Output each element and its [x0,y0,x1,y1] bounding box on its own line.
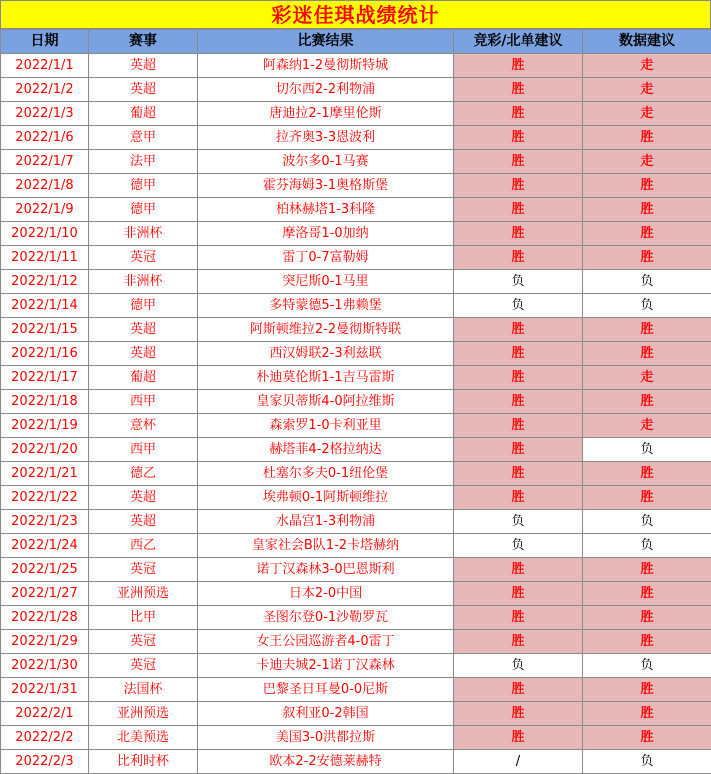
result-cell: 西汉姆联2-3利兹联 [198,342,454,366]
league-cell: 英超 [89,54,198,78]
date-cell: 2022/1/7 [1,150,89,174]
result-cell: 摩洛哥1-0加纳 [198,222,454,246]
table-row [1,246,711,270]
header-row [1,30,711,54]
data-advice-cell: 胜 [583,582,711,606]
table-row [1,318,711,342]
lottery-advice-cell: 胜 [454,174,583,198]
league-cell: 比利时杯 [89,750,198,774]
table-row [1,606,711,630]
lottery-advice-cell: 胜 [454,390,583,414]
result-cell: 皇家贝蒂斯4-0阿拉维斯 [198,390,454,414]
data-advice-cell: 胜 [583,630,711,654]
date-cell: 2022/1/25 [1,558,89,582]
table-row [1,294,711,318]
league-cell: 德甲 [89,294,198,318]
result-cell: 圣图尔登0-1沙勒罗瓦 [198,606,454,630]
date-cell: 2022/1/2 [1,78,89,102]
lottery-advice-cell: 胜 [454,630,583,654]
column-header-lottery-advice: 竞彩/北单建议 [454,30,583,54]
date-cell: 2022/1/9 [1,198,89,222]
data-advice-cell: 胜 [583,390,711,414]
result-cell: 雷丁0-7富勒姆 [198,246,454,270]
lottery-advice-cell: 胜 [454,414,583,438]
league-cell: 葡超 [89,366,198,390]
lottery-advice-cell: / [454,750,583,774]
data-advice-cell: 负 [583,294,711,318]
result-cell: 阿斯顿维拉2-2曼彻斯特联 [198,318,454,342]
date-cell: 2022/1/28 [1,606,89,630]
data-advice-cell: 胜 [583,222,711,246]
data-advice-cell: 走 [583,414,711,438]
table-row [1,78,711,102]
league-cell: 西甲 [89,390,198,414]
table-row [1,486,711,510]
league-cell: 亚洲预选 [89,702,198,726]
result-cell: 阿森纳1-2曼彻斯特城 [198,54,454,78]
data-advice-cell: 胜 [583,246,711,270]
data-advice-cell: 负 [583,270,711,294]
league-cell: 英冠 [89,558,198,582]
result-cell: 波尔多0-1马赛 [198,150,454,174]
data-advice-cell: 负 [583,534,711,558]
lottery-advice-cell: 胜 [454,678,583,702]
lottery-advice-cell: 负 [454,270,583,294]
lottery-advice-cell: 胜 [454,366,583,390]
date-cell: 2022/1/23 [1,510,89,534]
lottery-advice-cell: 胜 [454,318,583,342]
data-advice-cell: 胜 [583,486,711,510]
result-cell: 卡迪夫城2-1诺丁汉森林 [198,654,454,678]
date-cell: 2022/2/1 [1,702,89,726]
table-row [1,222,711,246]
table-row [1,582,711,606]
date-cell: 2022/1/20 [1,438,89,462]
league-cell: 英超 [89,486,198,510]
date-cell: 2022/1/11 [1,246,89,270]
data-advice-cell: 胜 [583,558,711,582]
league-cell: 非洲杯 [89,222,198,246]
data-advice-cell: 胜 [583,678,711,702]
lottery-advice-cell: 胜 [454,486,583,510]
lottery-advice-cell: 胜 [454,246,583,270]
data-advice-cell: 负 [583,438,711,462]
table-row [1,654,711,678]
date-cell: 2022/2/3 [1,750,89,774]
data-advice-cell: 走 [583,78,711,102]
results-body [1,54,711,774]
table-row [1,126,711,150]
result-cell: 切尔西2-2利物浦 [198,78,454,102]
result-cell: 朴迪莫伦斯1-1吉马雷斯 [198,366,454,390]
result-cell: 柏林赫塔1-3科隆 [198,198,454,222]
date-cell: 2022/1/19 [1,414,89,438]
date-cell: 2022/1/22 [1,486,89,510]
data-advice-cell: 胜 [583,726,711,750]
result-cell: 日本2-0中国 [198,582,454,606]
table-row [1,438,711,462]
lottery-advice-cell: 负 [454,510,583,534]
lottery-advice-cell: 胜 [454,126,583,150]
lottery-advice-cell: 胜 [454,54,583,78]
table-row [1,702,711,726]
date-cell: 2022/1/27 [1,582,89,606]
lottery-advice-cell: 负 [454,654,583,678]
result-cell: 美国3-0洪都拉斯 [198,726,454,750]
lottery-advice-cell: 胜 [454,606,583,630]
league-cell: 英超 [89,78,198,102]
result-cell: 多特蒙德5-1弗赖堡 [198,294,454,318]
lottery-advice-cell: 胜 [454,102,583,126]
data-advice-cell: 胜 [583,462,711,486]
data-advice-cell: 胜 [583,318,711,342]
data-advice-cell: 走 [583,150,711,174]
league-cell: 英冠 [89,246,198,270]
table-row [1,54,711,78]
date-cell: 2022/1/15 [1,318,89,342]
result-cell: 突尼斯0-1马里 [198,270,454,294]
table-row [1,630,711,654]
lottery-advice-cell: 负 [454,294,583,318]
results-table [0,29,711,774]
date-cell: 2022/1/29 [1,630,89,654]
league-cell: 德甲 [89,198,198,222]
data-advice-cell: 胜 [583,174,711,198]
table-row [1,726,711,750]
data-advice-cell: 胜 [583,126,711,150]
date-cell: 2022/1/12 [1,270,89,294]
table-row [1,150,711,174]
league-cell: 德甲 [89,174,198,198]
date-cell: 2022/2/2 [1,726,89,750]
result-cell: 森索罗1-0卡利亚里 [198,414,454,438]
league-cell: 西乙 [89,534,198,558]
data-advice-cell: 走 [583,54,711,78]
league-cell: 意甲 [89,126,198,150]
data-advice-cell: 胜 [583,606,711,630]
table-row [1,414,711,438]
column-header-result: 比赛结果 [198,30,454,54]
date-cell: 2022/1/6 [1,126,89,150]
data-advice-cell: 胜 [583,702,711,726]
lottery-advice-cell: 胜 [454,438,583,462]
date-cell: 2022/1/14 [1,294,89,318]
date-cell: 2022/1/21 [1,462,89,486]
date-cell: 2022/1/30 [1,654,89,678]
table-row [1,174,711,198]
table-row [1,366,711,390]
lottery-advice-cell: 胜 [454,342,583,366]
table-row [1,534,711,558]
result-cell: 巴黎圣日耳曼0-0尼斯 [198,678,454,702]
league-cell: 英冠 [89,630,198,654]
date-cell: 2022/1/3 [1,102,89,126]
column-header-league: 赛事 [89,30,198,54]
table-row [1,390,711,414]
league-cell: 英超 [89,342,198,366]
data-advice-cell: 负 [583,750,711,774]
league-cell: 英冠 [89,654,198,678]
table-row [1,558,711,582]
data-advice-cell: 负 [583,654,711,678]
league-cell: 德乙 [89,462,198,486]
result-cell: 水晶宫1-3利物浦 [198,510,454,534]
league-cell: 亚洲预选 [89,582,198,606]
lottery-advice-cell: 胜 [454,222,583,246]
table-row [1,198,711,222]
league-cell: 西甲 [89,438,198,462]
league-cell: 非洲杯 [89,270,198,294]
date-cell: 2022/1/16 [1,342,89,366]
column-header-date: 日期 [1,30,89,54]
data-advice-cell: 胜 [583,342,711,366]
result-cell: 女王公园巡游者4-0雷丁 [198,630,454,654]
result-cell: 埃弗顿0-1阿斯顿维拉 [198,486,454,510]
date-cell: 2022/1/31 [1,678,89,702]
date-cell: 2022/1/24 [1,534,89,558]
date-cell: 2022/1/8 [1,174,89,198]
lottery-advice-cell: 胜 [454,582,583,606]
result-cell: 唐迪拉2-1摩里伦斯 [198,102,454,126]
lottery-advice-cell: 胜 [454,702,583,726]
data-advice-cell: 走 [583,102,711,126]
date-cell: 2022/1/10 [1,222,89,246]
date-cell: 2022/1/18 [1,390,89,414]
league-cell: 英超 [89,318,198,342]
lottery-advice-cell: 胜 [454,78,583,102]
table-row [1,678,711,702]
result-cell: 诺丁汉森林3-0巴恩斯利 [198,558,454,582]
table-row [1,342,711,366]
result-cell: 赫塔菲4-2格拉纳达 [198,438,454,462]
date-cell: 2022/1/1 [1,54,89,78]
league-cell: 葡超 [89,102,198,126]
result-cell: 欧本2-2安德莱赫特 [198,750,454,774]
league-cell: 法甲 [89,150,198,174]
result-cell: 杜塞尔多夫0-1纽伦堡 [198,462,454,486]
lottery-advice-cell: 胜 [454,462,583,486]
league-cell: 法国杯 [89,678,198,702]
league-cell: 英超 [89,510,198,534]
data-advice-cell: 走 [583,366,711,390]
lottery-advice-cell: 负 [454,534,583,558]
lottery-advice-cell: 胜 [454,198,583,222]
league-cell: 比甲 [89,606,198,630]
data-advice-cell: 负 [583,510,711,534]
date-cell: 2022/1/17 [1,366,89,390]
table-row [1,462,711,486]
sheet-title: 彩迷佳琪战绩统计 [0,0,711,29]
lottery-advice-cell: 胜 [454,558,583,582]
result-cell: 皇家社会B队1-2卡塔赫纳 [198,534,454,558]
table-row [1,510,711,534]
league-cell: 意杯 [89,414,198,438]
table-row [1,102,711,126]
league-cell: 北美预选 [89,726,198,750]
result-cell: 拉齐奥3-3恩波利 [198,126,454,150]
result-cell: 霍芬海姆3-1奥格斯堡 [198,174,454,198]
data-advice-cell: 胜 [583,198,711,222]
lottery-advice-cell: 胜 [454,150,583,174]
table-row [1,270,711,294]
column-header-data-advice: 数据建议 [583,30,711,54]
result-cell: 叙利亚0-2韩国 [198,702,454,726]
lottery-advice-cell: 胜 [454,726,583,750]
table-row [1,750,711,774]
